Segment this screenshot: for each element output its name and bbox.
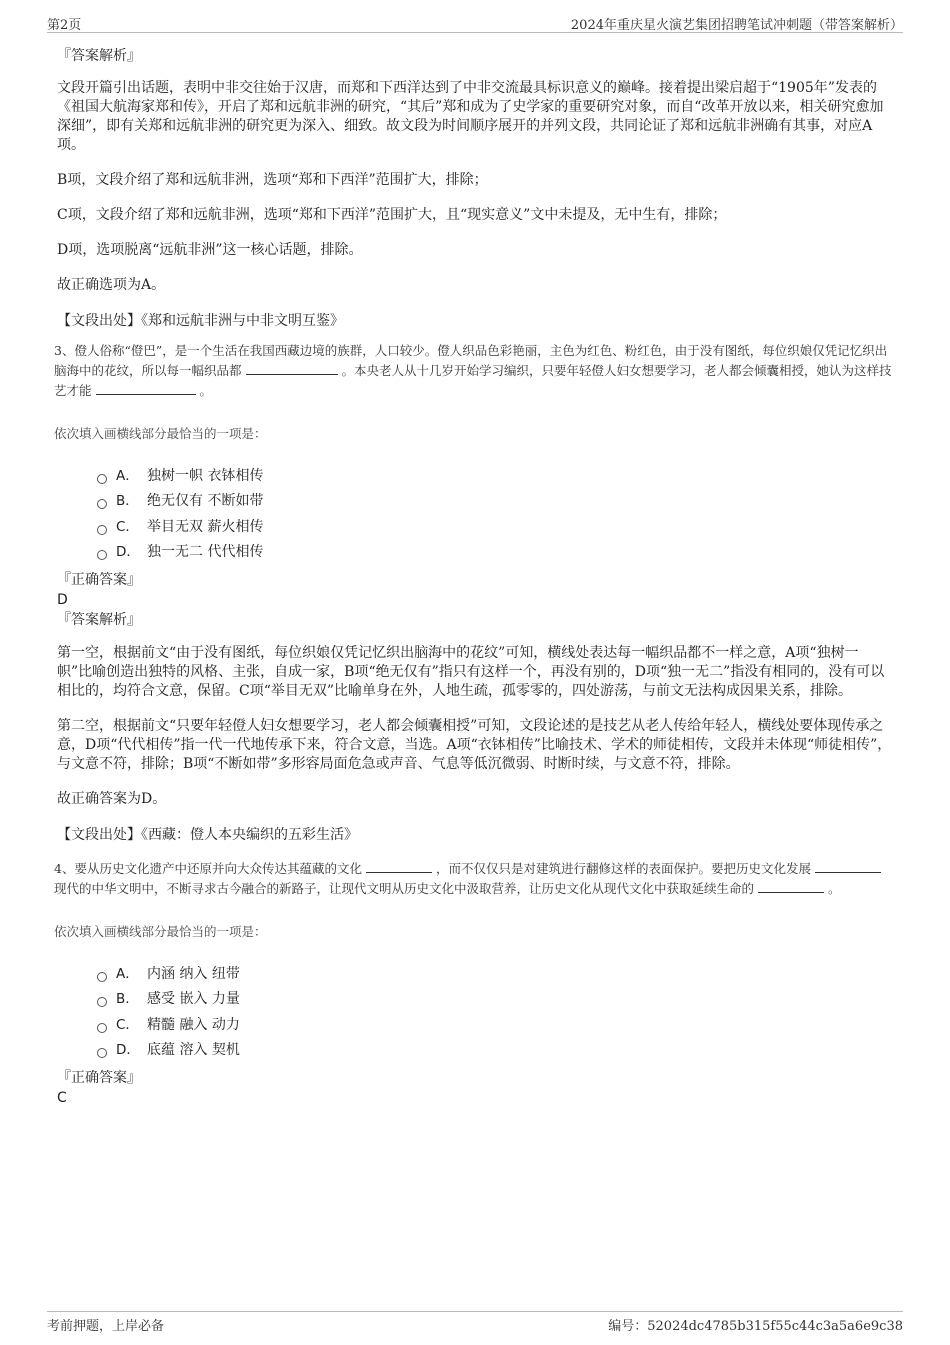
question-3-stem: [54, 341, 893, 401]
correct-answer-label: 『正确答案』: [57, 1070, 141, 1086]
question-text: 现代的中华文明中，不断寻求古今融合的新路子，让现代文明从历史文化中汲取营养，让历史文化从现代文化中获取延续生命的: [54, 881, 755, 896]
page-footer: [47, 1311, 903, 1332]
analysis-paragraph: 第二空，根据前文“只要年轻僜人妇女想要学习，老人都会倾囊相授”可知，文段论述的是技艺从老人传给年轻人，横线处要体现传承之意，D项“代代相传”指一代一代地传承下来，符合文意，当选。A项“衣钵相传”比喻技术、学术的师徒相传，文段并未体现“师徒相传”，与文意不符，排除；B项“不断如带”多形容局面危急或声音、气息等低沉微弱、时断时续，与文意不符，排除。: [57, 718, 892, 772]
source-citation: 【文段出处】《郑和远航非洲与中非文明互鉴》: [57, 313, 344, 329]
option-a[interactable]: [97, 961, 893, 987]
radio-button[interactable]: [97, 997, 107, 1007]
radio-button[interactable]: [97, 525, 107, 535]
analysis-paragraph: B项，文段介绍了郑和远航非洲，选项“郑和下西洋”范围扩大，排除；: [57, 172, 488, 188]
option-c[interactable]: [97, 1012, 893, 1038]
option-letter: D．: [116, 1042, 140, 1059]
question-text: 4、要从历史文化遗产中还原并向大众传达其蕴藏的文化: [54, 861, 362, 876]
analysis-paragraph: D项，选项脱离“远航非洲”这一核心话题，排除。: [57, 242, 363, 258]
analysis-paragraph: 故正确答案为D。: [57, 791, 167, 807]
option-b[interactable]: [97, 489, 893, 515]
analysis-label: 『答案解析』: [57, 612, 141, 628]
option-text: 绝无仅有 不断如带: [147, 493, 264, 510]
option-letter: C．: [116, 518, 139, 535]
option-text: 内涵 纳入 纽带: [147, 965, 240, 982]
page-header: [47, 12, 903, 33]
radio-button[interactable]: [97, 474, 107, 484]
question-prompt: 依次填入画横线部分最恰当的一项是：: [54, 426, 267, 441]
option-letter: B．: [116, 991, 139, 1008]
question-text: ，而不仅仅只是对建筑进行翻修这样的表面保护。要把历史文化发展: [435, 861, 811, 876]
analysis-paragraph: 第一空，根据前文“由于没有图纸，每位织娘仅凭记忆织出脑海中的花纹”可知，横线处表达每一幅织品都不一样之意，A项“独树一帜”比喻创造出独特的风格、主张，自成一家，B项“绝无仅有”指只有这样一个，再没有别的，D项“独一无二”指没有相同的，没有可以相比的，均符合文意，保留。C项“举目无双”比喻单身在外，人地生疏，孤零零的，四处游荡，与前文无法构成因果关系，排除。: [57, 645, 885, 699]
option-text: 感受 嵌入 力量: [147, 991, 240, 1008]
question-text: 。本央老人从十几岁开始学习编织，只要年轻僜人妇女想要学习，老人都会倾囊相授，她认为这样技艺才能: [54, 363, 892, 398]
question-prompt: 依次填入画横线部分最恰当的一项是：: [54, 924, 267, 939]
page-content: [54, 46, 893, 1108]
option-text: 底蕴 溶入 契机: [147, 1042, 240, 1059]
question-4-stem: [54, 859, 893, 899]
option-list: [97, 961, 893, 1063]
option-d[interactable]: [97, 540, 893, 566]
option-text: 举目无双 薪火相传: [147, 518, 264, 535]
correct-answer-label: 『正确答案』: [57, 572, 141, 588]
fill-blank: [815, 860, 881, 873]
option-letter: C．: [116, 1016, 139, 1033]
document-code: 编号：52024dc4785b315f55c44c3a5a6e9c38: [608, 1319, 903, 1334]
option-letter: B．: [116, 493, 139, 510]
option-text: 独一无二 代代相传: [147, 544, 264, 561]
option-a[interactable]: [97, 463, 893, 489]
analysis-label: 『答案解析』: [57, 48, 141, 64]
question-text: 。: [199, 383, 212, 398]
analysis-paragraph: 文段开篇引出话题，表明中非交往始于汉唐，而郑和下西洋达到了中非交流最具标识意义的巅峰。接着提出梁启超于“1905年”发表的《祖国大航海家郑和传》，开启了郑和远航非洲的研究，“其后”郑和成为了史学家的重要研究对象，而自“改革开放以来，相关研究愈加深细”，即有关郑和远航非洲的研究更为深入、细致。故文段为时间顺序展开的并列文段，共同论证了郑和远航非洲确有其事，对应A项。: [57, 80, 884, 153]
radio-button[interactable]: [97, 972, 107, 982]
option-text: 精髓 融入 动力: [147, 1016, 240, 1033]
option-letter: A．: [116, 965, 139, 982]
fill-blank: [366, 860, 432, 873]
document-title: 2024年重庆星火演艺集团招聘笔试冲刺题（带答案解析）: [570, 18, 903, 33]
correct-answer: C: [57, 1090, 67, 1106]
fill-blank: [246, 362, 338, 375]
option-letter: D．: [116, 544, 140, 561]
question-text: 。: [827, 881, 841, 896]
fill-blank: [758, 880, 824, 893]
option-list: [97, 463, 893, 565]
footer-slogan: 考前押题，上岸必备: [47, 1319, 165, 1334]
radio-button[interactable]: [97, 499, 107, 509]
option-d[interactable]: [97, 1038, 893, 1064]
radio-button[interactable]: [97, 1048, 107, 1058]
page-number: 第2页: [47, 18, 82, 33]
source-citation: 【文段出处】《西藏：僜人本央编织的五彩生活》: [57, 827, 358, 843]
option-text: 独树一帜 衣钵相传: [147, 467, 264, 484]
radio-button[interactable]: [97, 550, 107, 560]
option-letter: A．: [116, 467, 139, 484]
option-b[interactable]: [97, 987, 893, 1013]
correct-answer: D: [57, 592, 68, 608]
analysis-paragraph: 故正确选项为A。: [57, 277, 166, 293]
fill-blank: [96, 382, 196, 395]
analysis-paragraph: C项，文段介绍了郑和远航非洲，选项“郑和下西洋”范围扩大，且“现实意义”文中未提及，无中生有，排除；: [57, 207, 727, 223]
option-c[interactable]: [97, 514, 893, 540]
question-text: 3、僜人俗称“僜巴”，是一个生活在我国西藏边境的族群，人口较少。僜人织品色彩艳丽，主色为红色、粉红色，由于没有图纸，每位织娘仅凭记忆织出脑海中的花纹，所以每一幅织品都: [54, 343, 888, 378]
radio-button[interactable]: [97, 1023, 107, 1033]
